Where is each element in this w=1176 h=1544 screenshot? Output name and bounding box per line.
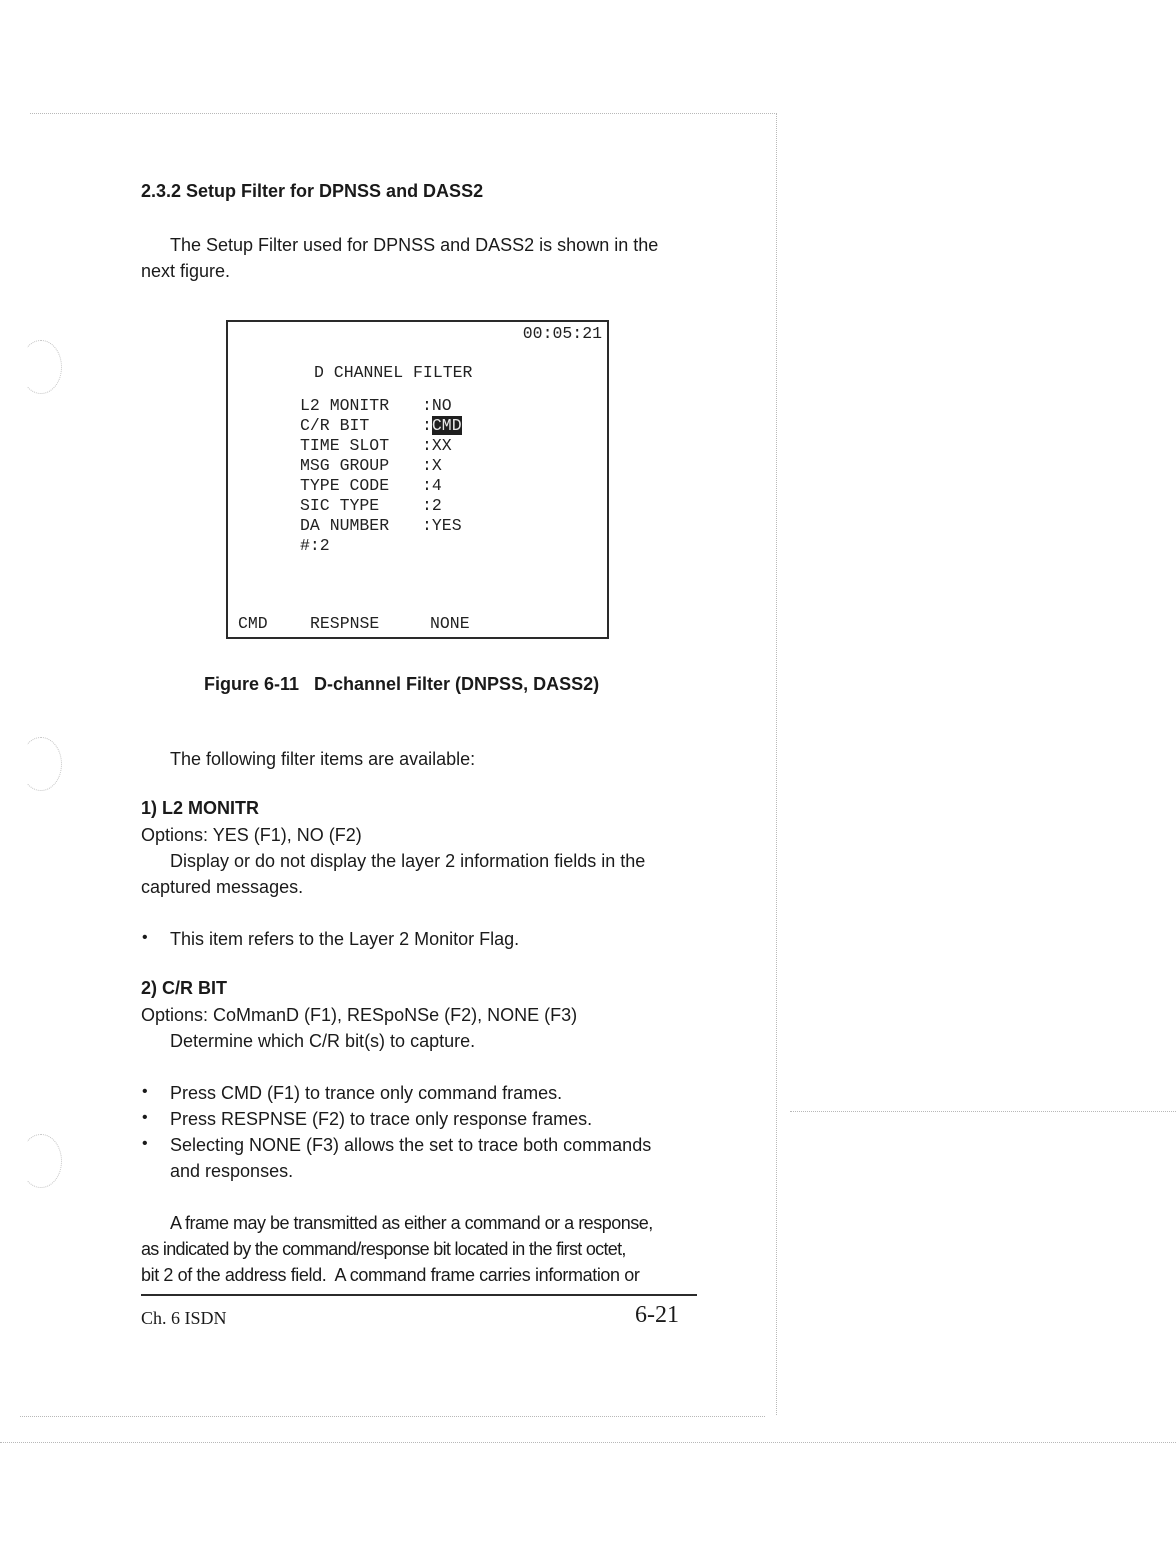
item1-options: Options: YES (F1), NO (F2) [141,825,362,845]
section-heading: 2.3.2 Setup Filter for DPNSS and DASS2 [141,181,484,201]
punch-hole [20,1134,62,1188]
screen-row-value: :XX [422,436,452,455]
closing-line-2: as indicated by the command/response bit located in the first octet, [141,1239,626,1259]
screen-row-label: MSG GROUP [300,456,390,475]
screen-count: #:2 [300,536,330,555]
softkey-none[interactable]: NONE [430,614,470,633]
scan-edge-bottom-2 [0,1442,1176,1443]
softkey-cmd[interactable]: CMD [238,614,268,633]
bullet-icon: • [142,929,148,946]
softkey-respnse[interactable]: RESPNSE [310,614,380,633]
item1-bullet: This item refers to the Layer 2 Monitor Flag. [170,929,520,949]
bullet-icon: • [142,1135,148,1152]
item2-bullet-3: Selecting NONE (F3) allows the set to trace both commands [170,1135,652,1155]
screen-row-label: SIC TYPE [300,496,380,515]
item1-heading: 1) L2 MONITR [141,798,260,818]
scan-edge-mid-right [790,1111,1176,1112]
screen-row-label: L2 MONITR [300,396,390,415]
item2-bullet-1: Press CMD (F1) to trance only command frames. [170,1083,563,1103]
screen-row-value: :2 [422,496,442,515]
screen-row-label: C/R BIT [300,416,370,435]
screen-row-label: TYPE CODE [300,476,390,495]
screen-row-value: :X [422,456,442,475]
item2-bullet-3-cont: and responses. [170,1161,294,1181]
page-number: 6-21 [635,1302,679,1328]
device-screen [226,320,609,639]
intro-text-line-2: next figure. [141,261,231,281]
item2-heading: 2) C/R BIT [141,978,228,998]
screen-row-value: :4 [422,476,442,495]
item2-desc: Determine which C/R bit(s) to capture. [170,1031,476,1051]
item1-desc-line-2: captured messages. [141,877,304,897]
screen-row-value: :YES [422,516,462,535]
scan-edge-bottom [20,1416,765,1417]
closing-line-1: A frame may be transmitted as either a command or a response, [170,1213,653,1233]
item2-options: Options: CoMmanD (F1), RESpoNSe (F2), NONE (F3) [141,1005,578,1025]
scan-edge-top [30,113,775,114]
screen-row-value: :NO [422,396,452,415]
screen-row-value-selected[interactable]: CMD [431,416,462,435]
bullet-icon: • [142,1083,148,1100]
punch-hole [20,737,62,791]
screen-row-label: TIME SLOT [300,436,390,455]
closing-line-3: bit 2 of the address field. A command frame carries information or [141,1265,640,1285]
footer-chapter: Ch. 6 ISDN [141,1308,227,1328]
footer-rule [141,1294,697,1296]
screen-clock: 00:05:21 [522,324,602,343]
bullet-icon: • [142,1109,148,1126]
screen-row-label: DA NUMBER [300,516,390,535]
screen-title: D CHANNEL FILTER [314,363,473,382]
item2-bullet-2: Press RESPNSE (F2) to trace only response frames. [170,1109,593,1129]
scan-edge-right [776,113,777,1415]
item1-desc-line-1: Display or do not display the layer 2 information fields in the [170,851,646,871]
available-text: The following filter items are available: [170,749,476,769]
figure-caption: Figure 6-11 D-channel Filter (DNPSS, DASS2) [204,674,600,694]
punch-hole [20,340,62,394]
intro-text-line-1: The Setup Filter used for DPNSS and DASS2 is shown in the [170,235,659,255]
screen-row-value: :CMD [422,416,462,435]
